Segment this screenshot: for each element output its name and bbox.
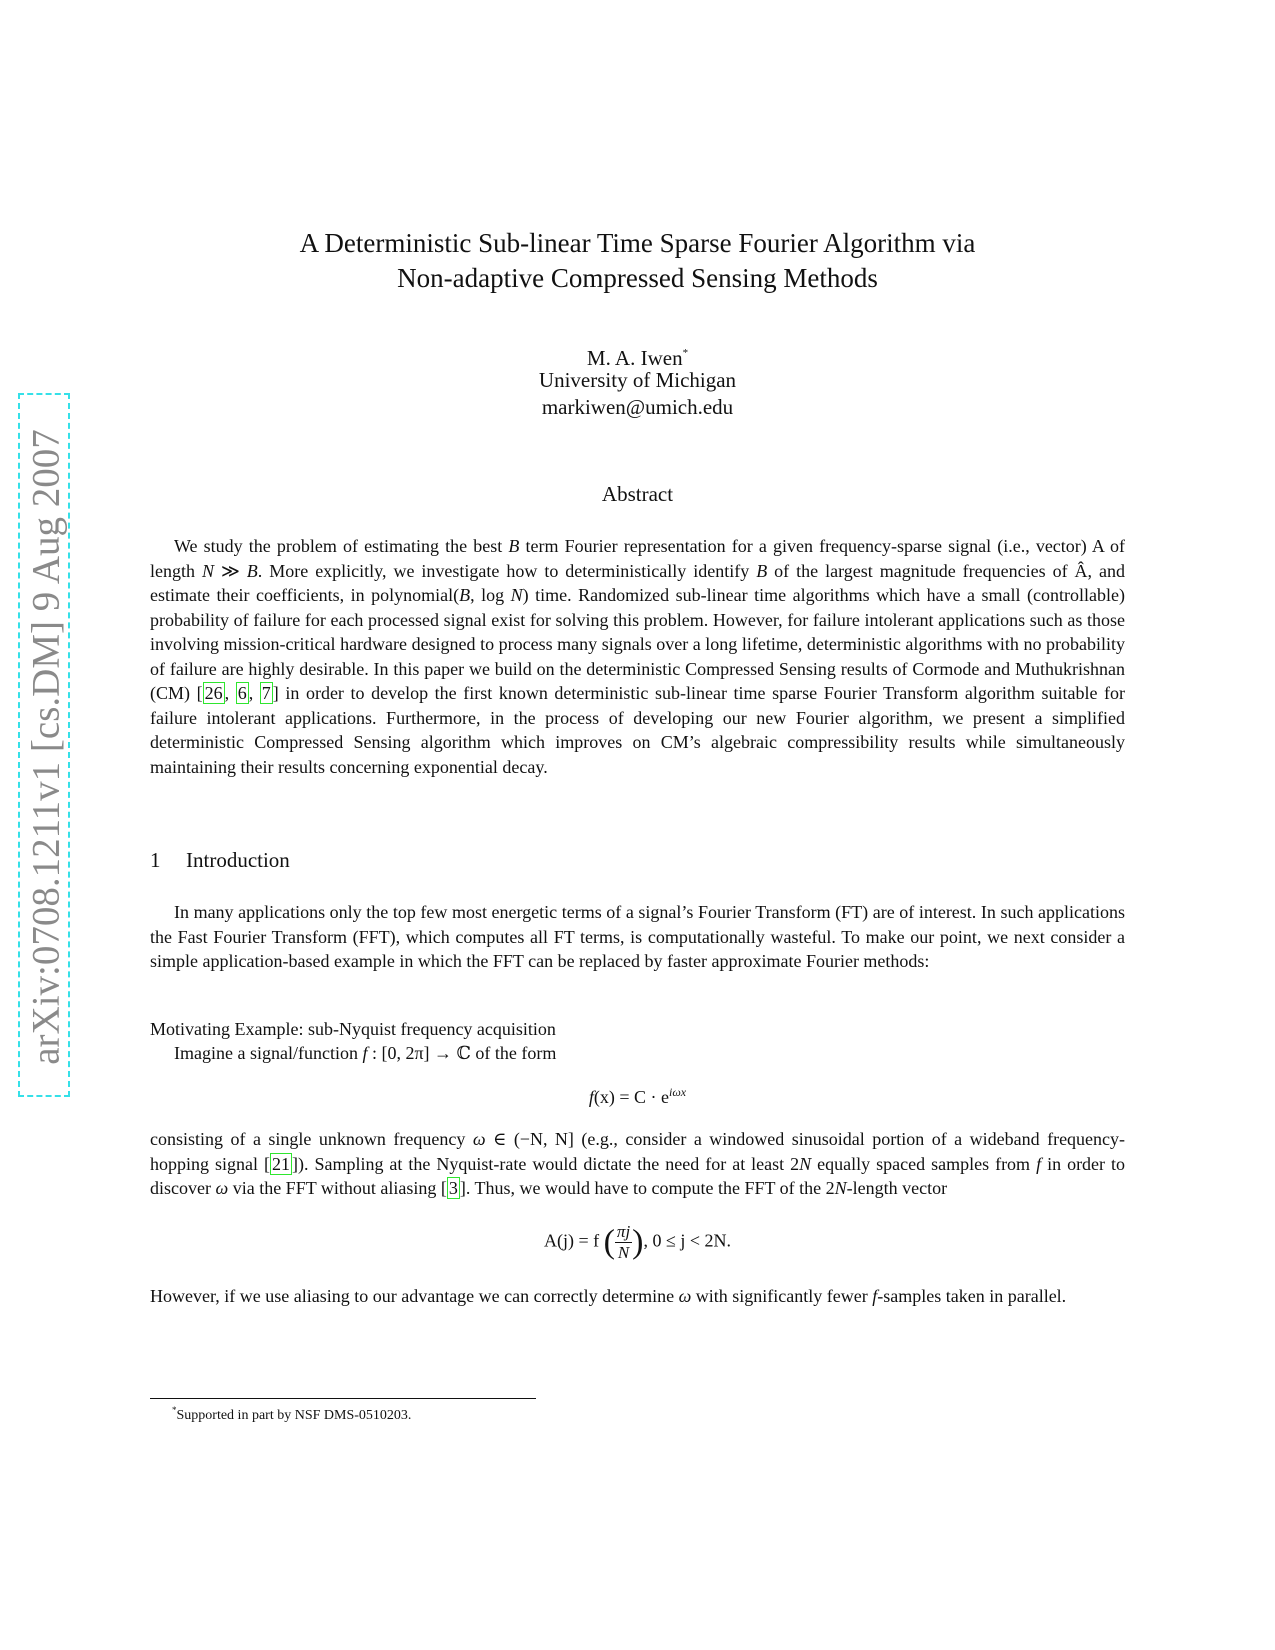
fraction-numerator: πj	[616, 1222, 631, 1241]
math-var: ω	[215, 1178, 229, 1198]
math-op: ≫	[220, 560, 240, 581]
arxiv-identifier: arXiv:0708.1211v1 [cs.DM] 9 Aug 2007	[24, 429, 68, 1065]
math-var: N	[834, 1178, 847, 1198]
abstract-text: . More explicitly, we investigate how to deterministically identify	[257, 560, 750, 581]
intro-paragraph: In many applications only the top few most energetic terms of a signal’s Fourier Transform (FT) are of interest. In such applications the Fast Fourier Transform (FFT), which computes all FT terms, is computationally wasteful. To make our point, we next consider a simple application-based example in which the FFT can be replaced by faster approximate Fourier methods:	[150, 902, 1125, 971]
section-title: Introduction	[186, 848, 290, 872]
math-var: f	[362, 1043, 368, 1063]
body-text: ]). Sampling at the Nyquist-rate would dictate the need for at least 2	[291, 1153, 800, 1174]
math-var: ω	[678, 1286, 692, 1306]
aliasing-paragraph	[150, 1284, 1125, 1309]
citation-separator: ,	[224, 683, 236, 703]
math-fraction	[615, 1222, 632, 1263]
math-var: f	[872, 1286, 878, 1306]
equation-vector: A(j) = f ( $\frac{\pi j}{N}$ ), 0 ≤ j < 2N.	[543, 1222, 732, 1262]
math-var: N	[799, 1153, 812, 1174]
citation-link[interactable]: 6	[237, 683, 247, 703]
body-text: -length vector	[846, 1178, 948, 1198]
abstract-text: , log	[470, 585, 505, 605]
math-exponent: iωx	[669, 1085, 687, 1099]
math-var: N	[201, 560, 214, 581]
math-var: B	[246, 560, 258, 581]
body-text: equally spaced samples from	[817, 1153, 1031, 1174]
citation-separator: ,	[248, 683, 260, 703]
body-text: consisting of a single unknown frequency	[150, 1129, 466, 1149]
body-text: ∈ (−N, N] (e.g., consider a windowed sinusoidal portion of a wideband frequency-hopping signal [	[150, 1129, 1126, 1174]
footnote-text: Supported in part by NSF DMS-0510203.	[176, 1408, 412, 1423]
math-var: ω	[472, 1129, 486, 1149]
citation-link[interactable]: 26	[204, 683, 223, 703]
footnote	[172, 1405, 411, 1424]
arxiv-stamp-box	[18, 393, 70, 1097]
body-text: with significantly fewer	[695, 1286, 868, 1306]
math-var: N	[510, 585, 523, 605]
math-var: f	[1036, 1153, 1042, 1174]
citation-link[interactable]: 7	[261, 683, 271, 703]
body-text: Imagine a signal/function	[174, 1043, 358, 1063]
author-email[interactable]: markiwen@umich.edu	[541, 395, 734, 419]
math-expr: A(j) = f	[543, 1230, 600, 1251]
equation-signal	[150, 1085, 1125, 1108]
math-expr: (x) = C · e	[593, 1087, 669, 1107]
body-text: in order to discover	[150, 1153, 1126, 1198]
author-name: M. A. Iwen	[586, 346, 683, 370]
citation-link[interactable]: 3	[448, 1178, 458, 1198]
abstract-text: ] in order to develop the first known deterministic sub-linear time sparse Fourier Transform algorithm suitable for failure intolerant applications. Furthermore, in the process of developing our new Fourier algorithm, we present a simplified deterministic Compressed Sensing algorithm which improves on CM’s algebraic compressibility results while simultaneously maintaining their results concerning exponential decay.	[150, 683, 1126, 777]
title-line-1: A Deterministic Sub-linear Time Sparse Fourier Algorithm via	[299, 228, 976, 258]
abstract-text: We study the problem of estimating the best	[174, 536, 503, 556]
frequency-paragraph	[150, 1127, 1125, 1201]
abstract-heading: Abstract	[601, 482, 674, 506]
abstract-text: term Fourier representation for a given frequency-sparse signal (i.e., vector) A of length	[150, 536, 1126, 581]
footnote-mark: *	[172, 1405, 177, 1415]
math-var: B	[459, 585, 471, 605]
citation-link[interactable]: 21	[271, 1153, 290, 1174]
body-text: However, if we use aliasing to our advantage we can correctly determine	[150, 1286, 675, 1306]
paper-title	[150, 226, 1125, 296]
body-text: : [0, 2π] → ℂ of the form	[371, 1043, 557, 1063]
math-var: B	[756, 560, 768, 581]
abstract-text: ) time. Randomized sub-linear time algorithms which have a small (controllable) probability of failure for each processed signal exist for solving this problem. However, for failure intolerant applications such as those involving mission-critical hardware designed to process many signals over a long lifetime, deterministic algorithms with no probability of failure are highly desirable. In this paper we build on the deterministic Compressed Sensing results of Cormode and Muthukrishnan (CM) [	[150, 585, 1126, 703]
author-footnote-mark: *	[682, 347, 689, 359]
section-heading	[150, 848, 290, 873]
footnote-rule	[150, 1398, 536, 1399]
fraction-denominator: N	[617, 1243, 630, 1262]
body-text: ]. Thus, we would have to compute the FFT of the 2	[459, 1178, 835, 1198]
author-affiliation: University of Michigan	[538, 368, 737, 392]
math-var: B	[508, 536, 520, 556]
body-text: via the FFT without aliasing [	[232, 1178, 447, 1198]
math-expr: , 0 ≤ j < 2N.	[643, 1230, 732, 1251]
abstract-text: of the largest magnitude frequencies of Â, and estimate their coefficients, in polynomial(	[150, 560, 1126, 605]
imagine-line	[150, 1041, 1125, 1066]
title-line-2: Non-adaptive Compressed Sensing Methods	[397, 263, 878, 293]
section-number: 1	[150, 848, 161, 872]
body-text: -samples taken in parallel.	[877, 1286, 1067, 1306]
example-heading: Motivating Example: sub-Nyquist frequency acquisition	[150, 1019, 556, 1039]
abstract-body	[150, 534, 1125, 779]
math-var: f	[588, 1087, 594, 1107]
